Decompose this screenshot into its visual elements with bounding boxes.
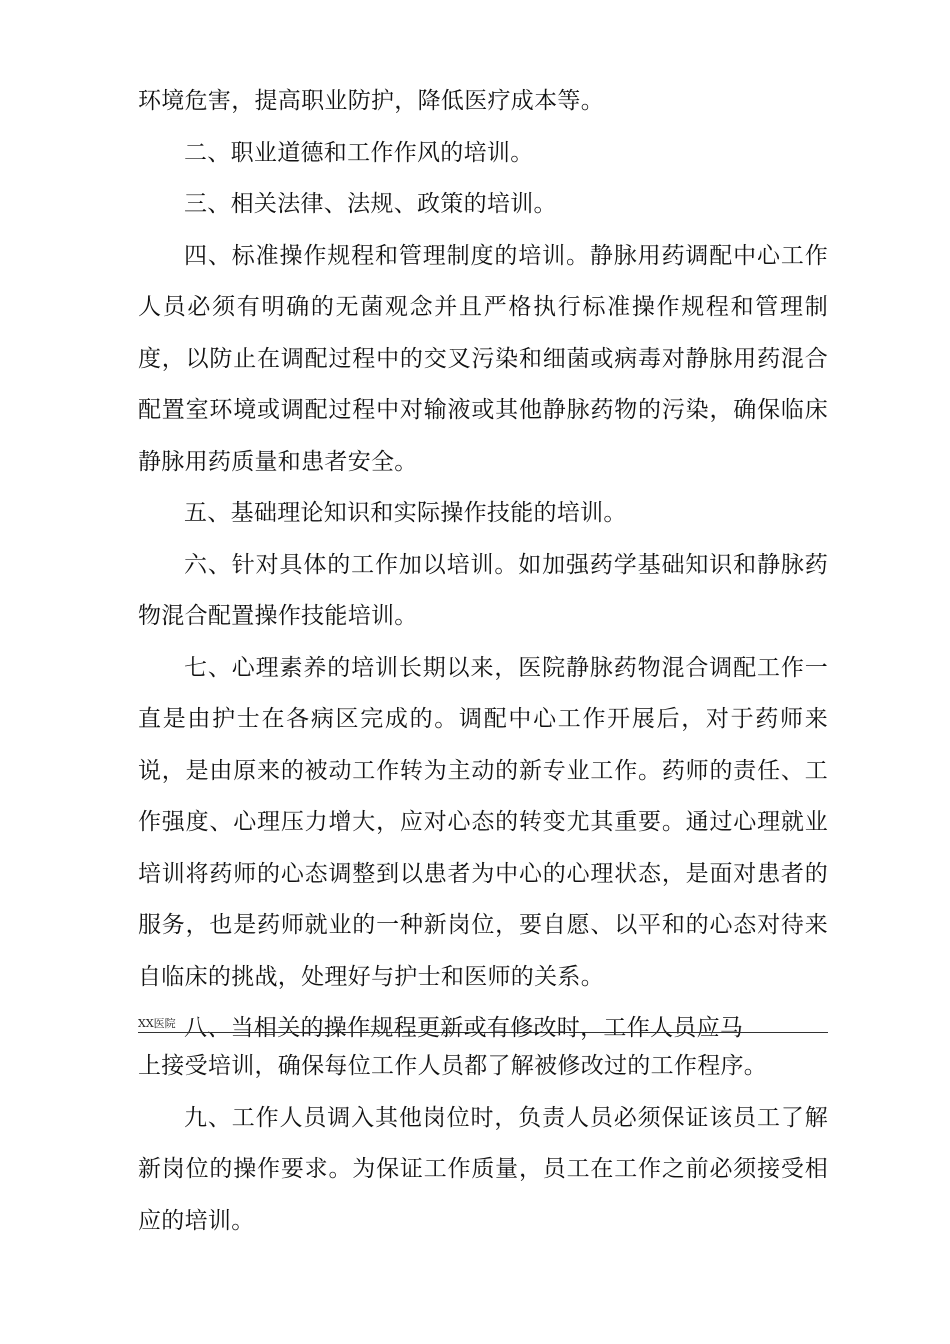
paragraph-item-8: 八、当相关的操作规程更新或有修改时，工作人员应马 — [184, 1015, 744, 1041]
paragraph-continuation: 环境危害，提高职业防护，降低医疗成本等。 — [138, 88, 604, 114]
paragraph-item-7: 七、心理素养的培训长期以来，医院静脉药物混合调配工作一直是由护士在各病区完成的。调配中心工作开展后，对于药师来说，是由原来的被动工作转为主动的新专业工作。药师的责任、工作强度、心理压力增大，应对心态的转变尤其重要。通过心理就业培训将药师的心态调整到以患者为中心的心理状态，是面对患者的服务，也是药师就业的一种新岗位，要自愿、以平和的心态对待来自临床的挑战，处理好与护士和医师的关系。 — [138, 654, 828, 990]
paragraph-item-9: 九、工作人员调入其他岗位时，负责人员必须保证该员工了解新岗位的操作要求。为保证工作质量，员工在工作之前必须接受相应的培训。 — [138, 1104, 828, 1234]
paragraph-item-6: 六、针对具体的工作加以培训。如加强药学基础知识和静脉药物混合配置操作技能培训。 — [138, 551, 828, 629]
paragraph-continuation-2: 上接受培训，确保每位工作人员都了解被修改过的工作程序。 — [138, 1053, 768, 1079]
page-body-upper — [138, 76, 828, 1055]
paragraph-item-3: 三、相关法律、法规、政策的培训。 — [184, 191, 557, 217]
footer-hospital-label: XX医院 — [138, 1017, 176, 1030]
footer-divider — [138, 1032, 828, 1033]
paragraph-item-5: 五、基础理论知识和实际操作技能的培训。 — [184, 500, 627, 526]
page-body-lower — [138, 1041, 828, 1247]
paragraph-item-2: 二、职业道德和工作作风的培训。 — [184, 139, 534, 166]
paragraph-item-4: 四、标准操作规程和管理制度的培训。静脉用药调配中心工作人员必须有明确的无菌观念并且严格执行标准操作规程和管理制度，以防止在调配过程中的交叉污染和细菌或病毒对静脉用药混合配置室环境或调配过程中对输液或其他静脉药物的污染，确保临床静脉用药质量和患者安全。 — [138, 242, 828, 475]
